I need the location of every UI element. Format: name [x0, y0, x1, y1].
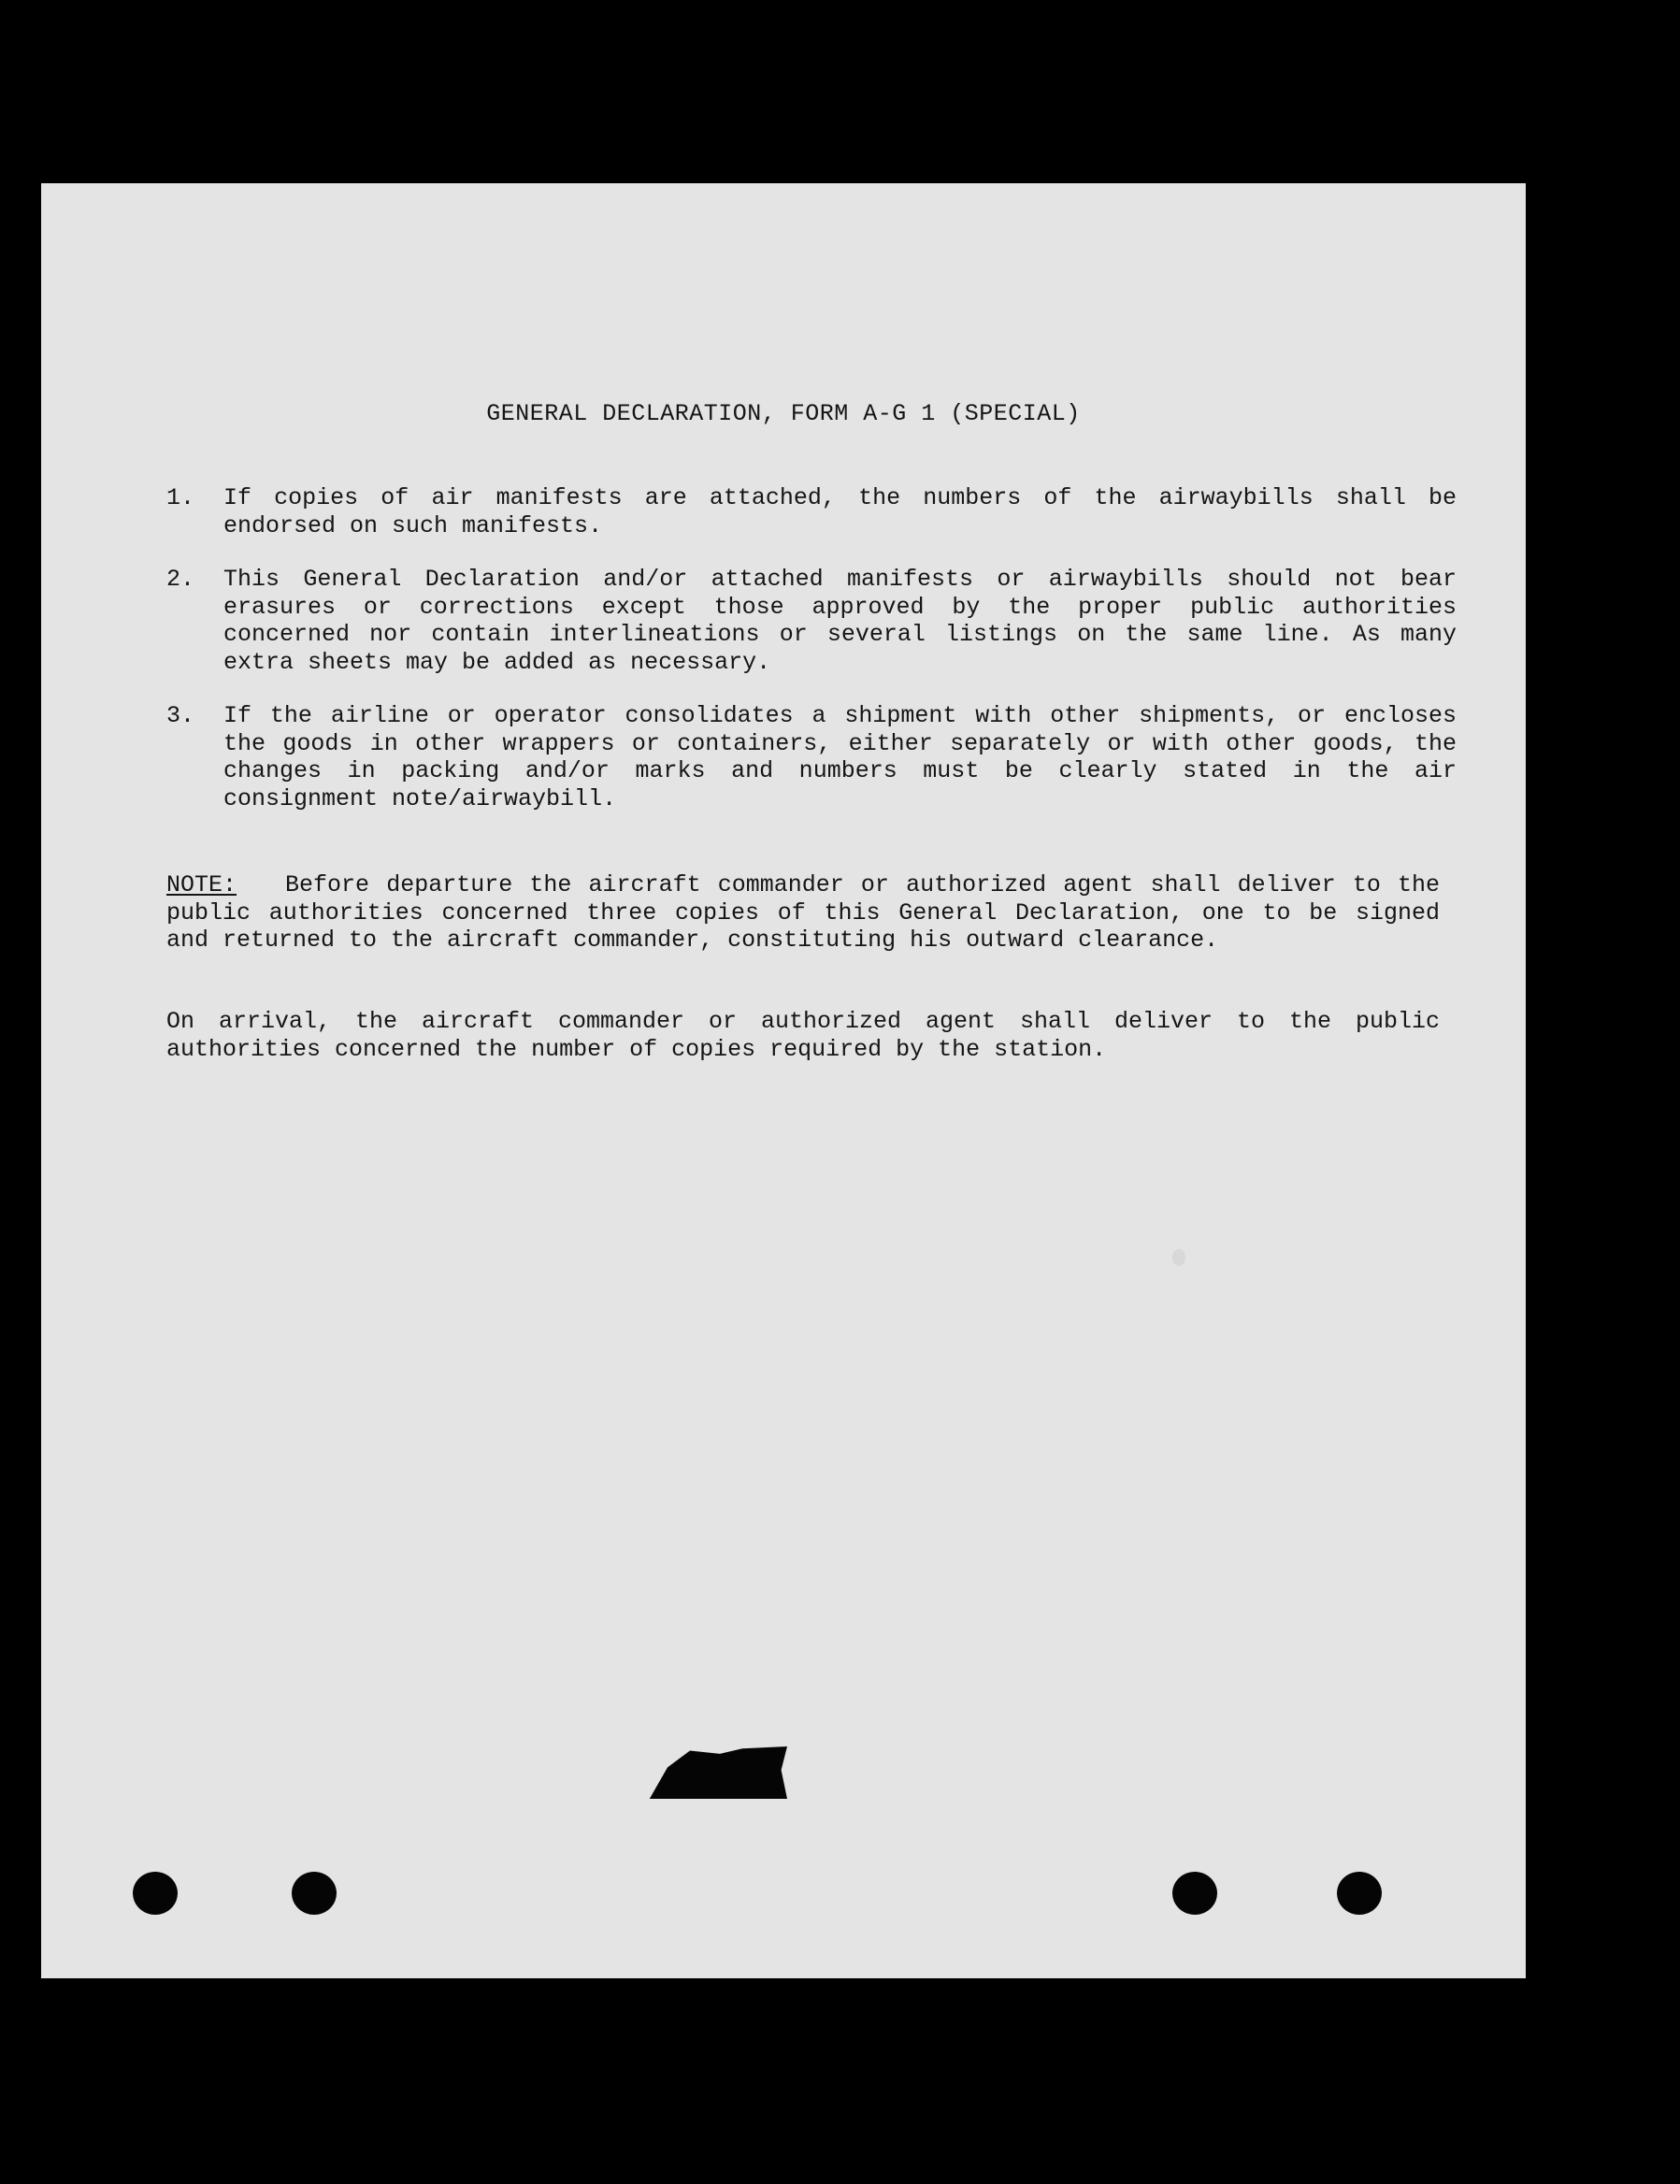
paper-speck: [1172, 1249, 1185, 1266]
arrival-paragraph: On arrival, the aircraft commander or authorized agent shall deliver to the public authorities concerned the number of copies required by the station.: [166, 1008, 1440, 1063]
list-item: [166, 566, 1457, 676]
item-text: This General Declaration and/or attached manifests or airwaybills should not bear erasures or corrections except those approved by the proper public authorities concerned nor contain interlineations or several listings on the same line. As many extra sheets may be added as necessary.: [223, 566, 1457, 676]
instruction-list: [166, 484, 1457, 839]
note-text: Before departure the aircraft commander or authorized agent shall deliver to the public authorities concerned three copies of this General Declaration, one to be signed and returned to the aircraft commander, constituting his outward clearance.: [166, 871, 1440, 954]
list-item: [166, 484, 1457, 539]
item-text: If the airline or operator consolidates a shipment with other shipments, or encloses the goods in other wrappers or containers, either separately or with other goods, the changes in packing and/or marks and numbers must be clearly stated in the air consignment note/airwaybill.: [223, 702, 1457, 812]
note-label: NOTE:: [166, 871, 237, 898]
document-title: GENERAL DECLARATION, FORM A-G 1 (SPECIAL): [486, 400, 1081, 427]
list-item: [166, 702, 1457, 812]
note-paragraph: [166, 871, 1440, 955]
item-number: 2.: [166, 566, 195, 593]
punch-hole: [1337, 1872, 1382, 1915]
punch-hole: [292, 1872, 337, 1915]
item-text: If copies of air manifests are attached, the numbers of the airwaybills shall be endorsed on such manifests.: [223, 484, 1457, 539]
punch-hole: [1172, 1872, 1217, 1915]
item-number: 1.: [166, 484, 195, 511]
item-number: 3.: [166, 702, 195, 729]
document-page: [41, 183, 1526, 1978]
punch-hole: [133, 1872, 178, 1915]
